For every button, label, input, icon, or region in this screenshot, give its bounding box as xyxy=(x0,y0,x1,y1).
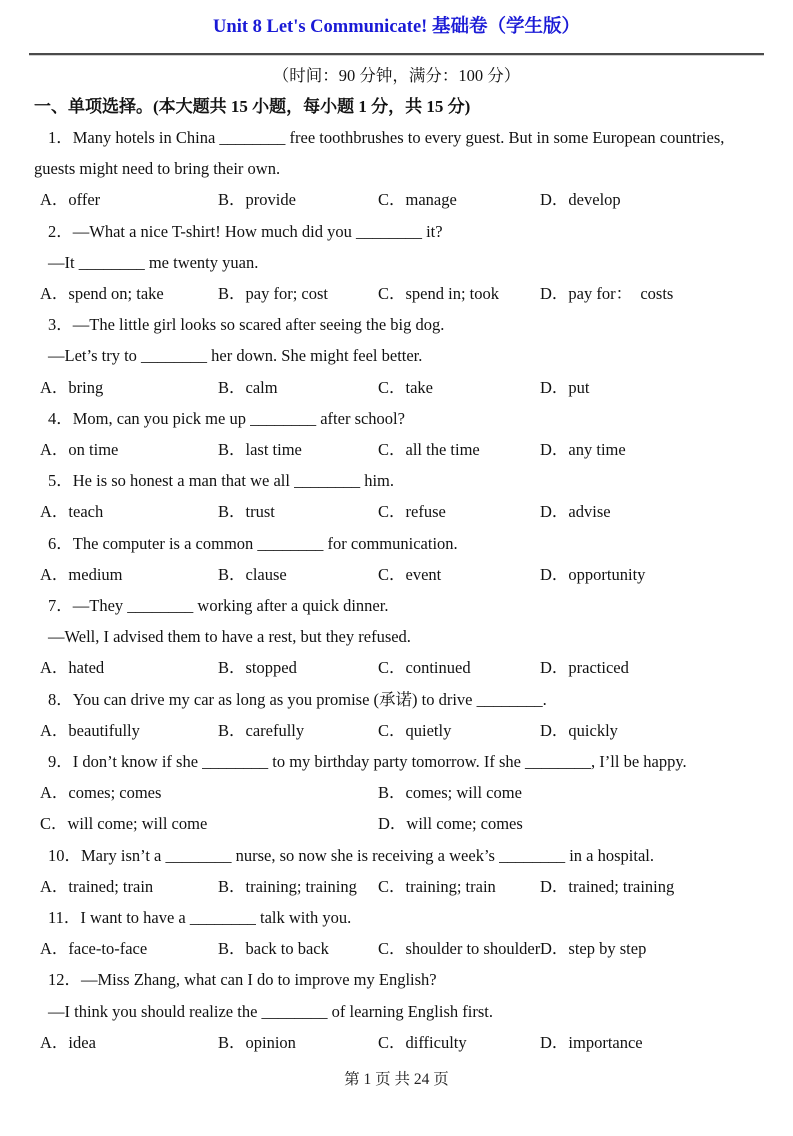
option-a: A．medium xyxy=(40,564,123,584)
question-line: 3．—The little girl looks so scared after seeing the big dog. xyxy=(48,315,445,335)
question-1 xyxy=(0,122,793,216)
option-row xyxy=(40,559,773,590)
option-row xyxy=(40,652,773,683)
option-b: B．stopped xyxy=(218,658,297,678)
option-row xyxy=(40,933,773,964)
option-row xyxy=(40,434,773,465)
option-a: A．face-to-face xyxy=(40,939,148,959)
option-b: B．comes; will come xyxy=(378,783,522,803)
question-line: —Let’s try to ________ her down. She might feel better. xyxy=(48,346,423,366)
option-a: A．bring xyxy=(40,377,104,397)
option-c: C．shoulder to shoulder xyxy=(378,939,541,959)
option-a: A．trained; train xyxy=(40,876,154,896)
question-line: 6．The computer is a common ________ for communication. xyxy=(48,533,458,553)
question-5 xyxy=(0,465,793,527)
question-12 xyxy=(0,964,793,1058)
option-c: C．manage xyxy=(378,190,457,210)
question-2 xyxy=(0,216,793,310)
question-9 xyxy=(0,746,793,840)
question-8 xyxy=(0,684,793,746)
question-6 xyxy=(0,528,793,590)
option-c: C．refuse xyxy=(378,502,446,522)
question-line: —I think you should realize the ________ of learning English first. xyxy=(48,1001,493,1021)
question-line: 7．—They ________ working after a quick dinner. xyxy=(48,596,389,616)
option-d: D．put xyxy=(540,377,590,397)
option-row xyxy=(40,372,773,403)
option-a: A．hated xyxy=(40,658,105,678)
option-b: B．last time xyxy=(218,440,302,460)
question-line: —Well, I advised them to have a rest, but they refused. xyxy=(48,627,411,647)
option-d: D．will come; comes xyxy=(378,814,523,834)
option-c: C．take xyxy=(378,377,433,397)
question-7 xyxy=(0,590,793,684)
option-b: B．training; training xyxy=(218,876,357,896)
question-list xyxy=(0,122,793,1058)
option-c: C．quietly xyxy=(378,720,452,740)
option-a: A．beautifully xyxy=(40,720,140,740)
option-a: A．teach xyxy=(40,502,104,522)
exam-info: （时间：90 分钟，满分：100 分） xyxy=(272,66,521,85)
option-a: A．comes; comes xyxy=(40,783,162,803)
option-a: A．idea xyxy=(40,1032,96,1052)
question-3 xyxy=(0,309,793,403)
option-b: B．trust xyxy=(218,502,275,522)
option-c: C．spend in; took xyxy=(378,284,500,304)
option-d: D．pay for： costs xyxy=(540,284,674,304)
question-10 xyxy=(0,840,793,902)
exam-page xyxy=(0,14,793,1136)
option-d: D．develop xyxy=(540,190,621,210)
question-11 xyxy=(0,902,793,964)
option-row xyxy=(40,777,773,839)
question-4 xyxy=(0,403,793,465)
option-c: C．event xyxy=(378,564,442,584)
option-row xyxy=(40,184,773,215)
option-row xyxy=(40,278,773,309)
option-d: D．quickly xyxy=(540,720,618,740)
option-b: B．back to back xyxy=(218,939,329,959)
option-a: A．on time xyxy=(40,440,119,460)
question-line: 8．You can drive my car as long as you promise (承诺) to drive ________. xyxy=(48,689,547,709)
option-c: C．continued xyxy=(378,658,471,678)
option-a: A．spend on; take xyxy=(40,284,164,304)
page-number: 第 1 页 共 24 页 xyxy=(344,1071,449,1089)
option-c: C．will come; will come xyxy=(40,814,208,834)
option-row xyxy=(40,496,773,527)
option-d: D．step by step xyxy=(540,939,647,959)
option-row xyxy=(40,1027,773,1058)
option-c: C．difficulty xyxy=(378,1032,467,1052)
question-line: 5．He is so honest a man that we all ________ him. xyxy=(48,471,394,491)
option-d: D．practiced xyxy=(540,658,629,678)
question-line: 12．—Miss Zhang, what can I do to improve my English? xyxy=(48,970,437,990)
option-d: D．opportunity xyxy=(540,564,646,584)
divider xyxy=(29,53,764,56)
question-line: 10．Mary isn’t a ________ nurse, so now she is receiving a week’s ________ in a hospital. xyxy=(48,845,654,865)
question-line: guests might need to bring their own. xyxy=(34,159,281,179)
question-line: 11．I want to have a ________ talk with you. xyxy=(48,908,352,928)
option-row xyxy=(40,715,773,746)
page-title: Unit 8 Let's Communicate! 基础卷（学生版） xyxy=(213,17,580,37)
option-b: B．carefully xyxy=(218,720,305,740)
question-line: —It ________ me twenty yuan. xyxy=(48,252,259,272)
option-d: D．importance xyxy=(540,1032,643,1052)
option-d: D．trained; training xyxy=(540,876,675,896)
section-heading: 一、单项选择。(本大题共 15 小题，每小题 1 分，共 15 分) xyxy=(34,97,471,116)
option-b: B．clause xyxy=(218,564,287,584)
option-c: C．all the time xyxy=(378,440,480,460)
option-d: D．any time xyxy=(540,440,626,460)
option-b: B．provide xyxy=(218,190,296,210)
option-b: B．pay for; cost xyxy=(218,284,328,304)
question-line: 4．Mom, can you pick me up ________ after school? xyxy=(48,408,405,428)
option-c: C．training; train xyxy=(378,876,496,896)
question-line: 2．—What a nice T-shirt! How much did you ________ it? xyxy=(48,221,443,241)
option-a: A．offer xyxy=(40,190,101,210)
option-row xyxy=(40,871,773,902)
question-line: 9．I don’t know if she ________ to my birthday party tomorrow. If she ________, I’ll be happy. xyxy=(48,752,687,772)
question-line: 1．Many hotels in China ________ free toothbrushes to every guest. But in some European countries, xyxy=(48,128,725,147)
option-d: D．advise xyxy=(540,502,611,522)
option-b: B．opinion xyxy=(218,1032,296,1052)
option-b: B．calm xyxy=(218,377,278,397)
